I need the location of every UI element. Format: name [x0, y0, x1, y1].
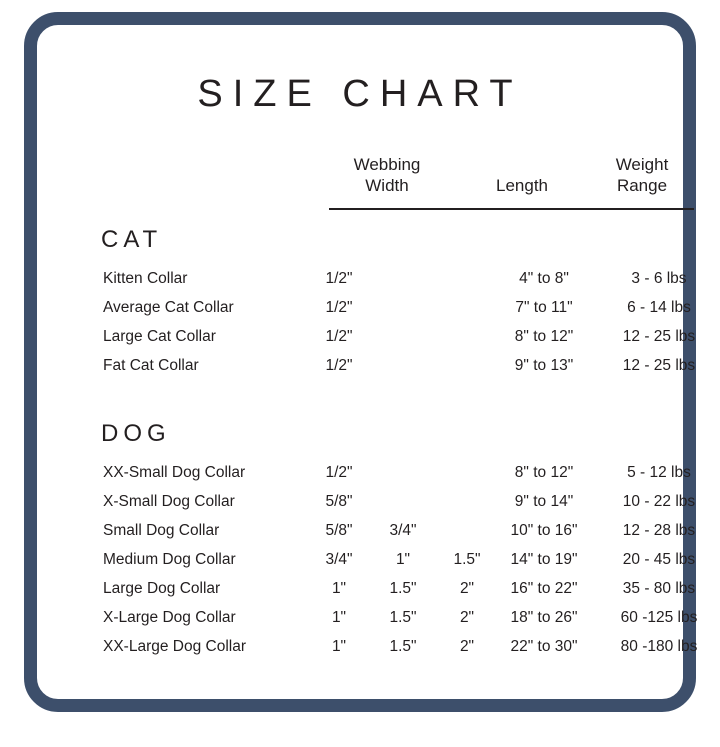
- table-row: [77, 603, 698, 632]
- table-row: [77, 322, 696, 351]
- row-length: 16" to 22": [510, 580, 578, 597]
- row-name: Small Dog Collar: [103, 522, 220, 539]
- row-width-3: 2": [459, 580, 475, 597]
- table-row: [77, 545, 696, 574]
- table-row: [77, 574, 696, 603]
- dog-rows: [77, 458, 698, 661]
- section-title-cat: CAT: [101, 226, 163, 253]
- row-weight: 20 - 45 lbs: [622, 551, 696, 568]
- row-length: 8" to 12": [514, 328, 574, 345]
- row-length: 22" to 30": [510, 638, 578, 655]
- row-width-3: 2": [459, 609, 475, 626]
- row-name: Large Dog Collar: [103, 580, 221, 597]
- row-width-1: 1/2": [325, 357, 353, 374]
- table-row: [77, 458, 691, 487]
- row-name: XX-Large Dog Collar: [103, 638, 247, 655]
- size-chart-card: [24, 12, 696, 712]
- row-name: X-Small Dog Collar: [103, 493, 235, 510]
- row-width-1: 1/2": [325, 299, 353, 316]
- table-row: [77, 351, 696, 380]
- table-row: [77, 632, 698, 661]
- section-title-dog: DOG: [101, 420, 171, 447]
- row-width-1: 1": [331, 609, 347, 626]
- row-length: 18" to 26": [510, 609, 578, 626]
- row-name: Kitten Collar: [103, 270, 188, 287]
- row-length: 7" to 11": [515, 299, 573, 316]
- table-row: [77, 264, 687, 293]
- row-width-2: 1.5": [389, 638, 417, 655]
- row-weight: 3 - 6 lbs: [631, 270, 687, 287]
- row-weight: 35 - 80 lbs: [622, 580, 696, 597]
- card-inner: [37, 73, 698, 747]
- row-width-1: 3/4": [325, 551, 353, 568]
- row-weight: 12 - 28 lbs: [622, 522, 696, 539]
- size-table: [37, 154, 698, 661]
- row-length: 4" to 8": [519, 270, 569, 287]
- row-name: Large Cat Collar: [103, 328, 216, 345]
- row-name: Fat Cat Collar: [103, 357, 199, 374]
- table-row: [77, 516, 696, 545]
- row-weight: 60 -125 lbs: [620, 609, 698, 626]
- page-title: SIZE CHART: [197, 73, 523, 115]
- row-width-1: 5/8": [325, 493, 353, 510]
- row-width-3: 2": [459, 638, 475, 655]
- row-width-1: 1": [331, 638, 347, 655]
- row-name: XX-Small Dog Collar: [103, 464, 246, 481]
- row-width-2: 1.5": [389, 580, 417, 597]
- row-weight: 12 - 25 lbs: [622, 328, 696, 345]
- header-divider: [329, 208, 694, 210]
- row-weight: 5 - 12 lbs: [627, 464, 691, 481]
- row-width-1: 1": [331, 580, 347, 597]
- row-weight: 80 -180 lbs: [620, 638, 698, 655]
- row-length: 9" to 14": [514, 493, 574, 510]
- row-width-2: 3/4": [389, 522, 417, 539]
- row-width-1: 1/2": [325, 464, 353, 481]
- table-column-headers: [77, 154, 669, 206]
- table-row: [77, 293, 691, 322]
- row-weight: 6 - 14 lbs: [627, 299, 691, 316]
- row-width-2: 1.5": [389, 609, 417, 626]
- row-weight: 10 - 22 lbs: [622, 493, 696, 510]
- row-length: 9" to 13": [514, 357, 574, 374]
- row-name: Average Cat Collar: [103, 299, 234, 316]
- column-header-weight-range: Weight Range: [615, 155, 669, 195]
- row-name: X-Large Dog Collar: [103, 609, 236, 626]
- row-width-3: 1.5": [453, 551, 481, 568]
- row-width-1: 5/8": [325, 522, 353, 539]
- row-weight: 12 - 25 lbs: [622, 357, 696, 374]
- table-row: [77, 487, 696, 516]
- row-length: 10" to 16": [510, 522, 578, 539]
- row-width-1: 1/2": [325, 328, 353, 345]
- row-length: 8" to 12": [514, 464, 574, 481]
- cat-rows: [77, 264, 696, 380]
- row-name: Medium Dog Collar: [103, 551, 236, 568]
- column-header-webbing-width: Webbing Width: [353, 155, 421, 195]
- row-length: 14" to 19": [510, 551, 578, 568]
- row-width-1: 1/2": [325, 270, 353, 287]
- row-width-2: 1": [395, 551, 411, 568]
- column-header-length: Length: [496, 176, 548, 195]
